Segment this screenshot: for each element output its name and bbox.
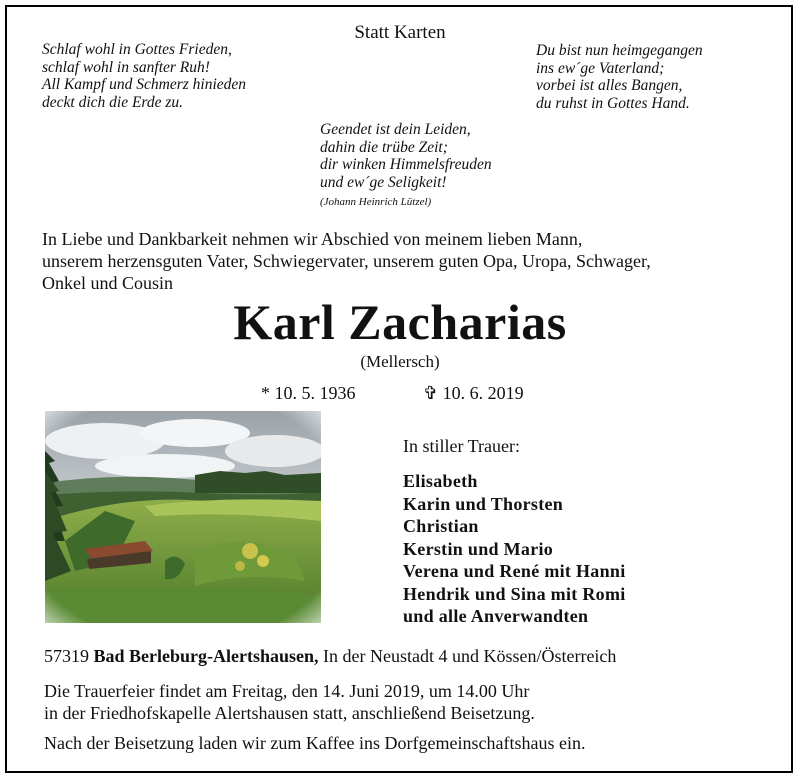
- family-member: Christian: [403, 516, 479, 536]
- poem-left: [42, 41, 246, 111]
- poem-line: dir winken Himmelsfreuden: [320, 156, 492, 173]
- poem-line: du ruhst in Gottes Hand.: [536, 94, 690, 112]
- family-member: Kerstin und Mario: [403, 538, 554, 559]
- poem-line: All Kampf und Schmerz hinieden: [42, 76, 247, 93]
- header-title: Statt Karten: [354, 22, 446, 43]
- deceased-name: Karl Zacharias: [233, 294, 567, 350]
- family-list: [403, 470, 626, 628]
- intro-text: [42, 228, 651, 294]
- poem-line: schlaf wohl in sanfter Ruh!: [42, 58, 210, 76]
- death-date: [423, 383, 524, 404]
- poem-line: Du bist nun heimgegangen: [536, 42, 703, 59]
- poem-right: [536, 42, 703, 112]
- cross-icon: ✞: [423, 383, 439, 403]
- family-member: und alle Anverwandten: [403, 606, 589, 626]
- city: Bad Berleburg-Alertshausen,: [93, 646, 319, 666]
- address-rest: In der Neustadt 4 und Kössen/Österreich: [323, 646, 617, 666]
- poem-line: Schlaf wohl in Gottes Frieden,: [42, 41, 232, 58]
- deceased-place: (Mellersch): [360, 352, 440, 371]
- funeral-line: Die Trauerfeier findet am Freitag, den 14. Juni 2019, um 14.00 Uhr: [44, 681, 530, 701]
- family-member: Elisabeth: [403, 471, 478, 491]
- mourning-label: In stiller Trauer:: [403, 436, 520, 456]
- poem-line: dahin die trübe Zeit;: [320, 138, 448, 156]
- funeral-line: in der Friedhofskapelle Alertshausen statt, anschließend Beisetzung.: [44, 703, 535, 723]
- address: [44, 646, 616, 667]
- family-member: Hendrik und Sina mit Romi: [403, 583, 626, 604]
- family-member: Verena und René mit Hanni: [403, 561, 626, 581]
- poem-author: (Johann Heinrich Lützel): [320, 196, 432, 208]
- birth-date: * 10. 5. 1936: [261, 383, 356, 403]
- poem-line: ins ew´ge Vaterland;: [536, 59, 665, 77]
- family-member: Karin und Thorsten: [403, 493, 564, 514]
- postcode: 57319: [44, 646, 89, 666]
- intro-line: Onkel und Cousin: [42, 273, 174, 293]
- landscape-photo: [45, 411, 321, 623]
- poem-line: deckt dich die Erde zu.: [42, 93, 184, 111]
- coffee-info: Nach der Beisetzung laden wir zum Kaffee ins Dorfgemeinschaftshaus ein.: [44, 733, 586, 753]
- poem-line: vorbei ist alles Bangen,: [536, 77, 683, 94]
- funeral-info: [44, 680, 535, 724]
- poem-center: [320, 121, 492, 212]
- death-date-value: 10. 6. 2019: [442, 383, 524, 403]
- intro-line: In Liebe und Dankbarkeit nehmen wir Abschied von meinem lieben Mann,: [42, 229, 583, 249]
- poem-line: und ew´ge Seligkeit!: [320, 173, 447, 191]
- intro-line: unserem herzensguten Vater, Schwiegervater, unserem guten Opa, Uropa, Schwager,: [42, 251, 651, 271]
- poem-line: Geendet ist dein Leiden,: [320, 121, 471, 138]
